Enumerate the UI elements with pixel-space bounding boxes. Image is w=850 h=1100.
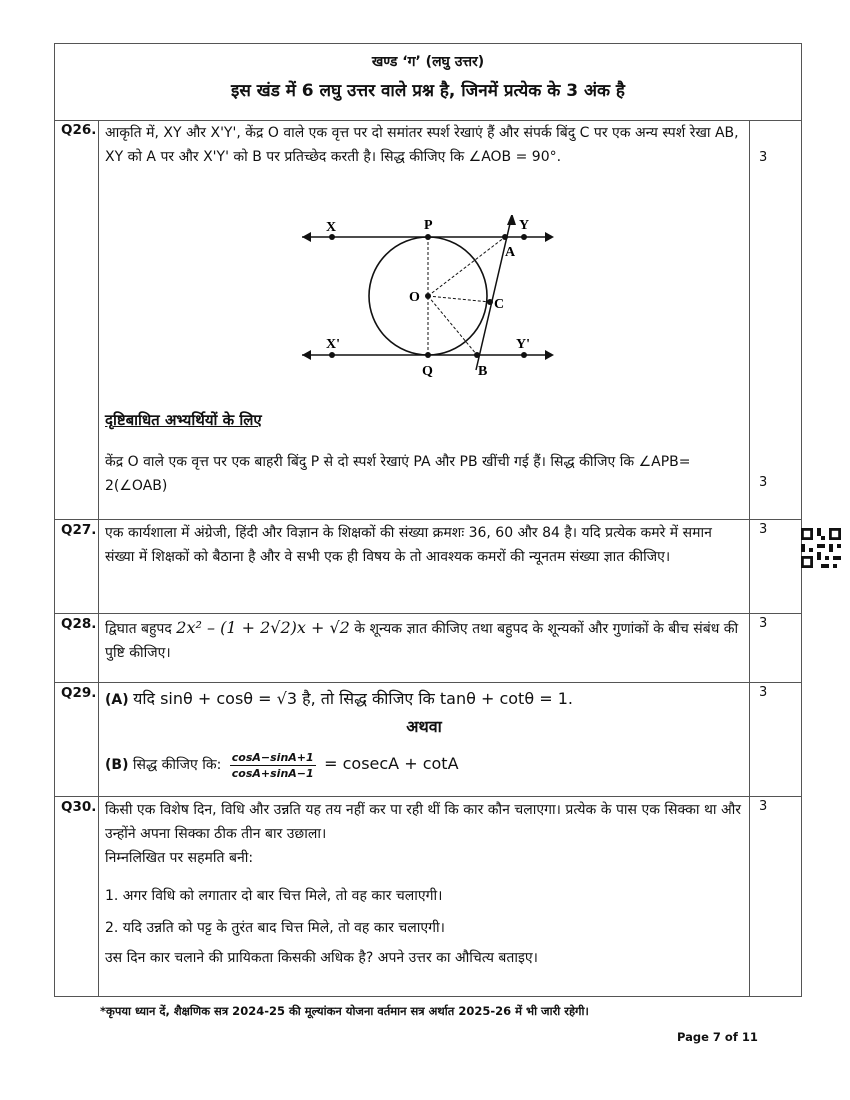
question-number: Q27. [61,522,97,538]
question-text: आकृति में, XY और X'Y', केंद्र O वाले एक वृत्त पर दो समांतर स्पर्श रेखाएं हैं और संपर्क बिंदु C पर एक अन्य स्पर्श रेखा AB, XY को A पर और X'Y' को B पर प्रतिच्छेद करती है। सिद्ध कीजिए कि ∠AOB = 90°. [105,125,739,165]
vi-question-text: केंद्र O वाले एक वृत्त पर एक बाहरी बिंदु P से दो स्पर्श रेखाएं PA और PB खींची गई हैं। सिद्ध कीजिए कि ∠APB= 2(∠OAB) [105,454,691,494]
question-number: Q29. [61,685,97,701]
footer-note: *कृपया ध्यान दें, शैक्षणिक सत्र 2024-25 की मूल्यांकन योजना वर्तमान सत्र अर्थात 2025-26 में भी जारी रहेगी। [100,1004,589,1018]
section-subtitle: इस खंड में 6 लघु उत्तर वाले प्रश्न है, जिनमें प्रत्येक के 3 अंक है [231,81,625,101]
question-row-26 [55,120,801,520]
q28-text-b: के शून्यक ज्ञात कीजिए तथा बहुपद के शून्यकों और गुणांकों के बीच संबंध की पुष्टि कीजिए। [105,621,739,661]
section-header [55,44,801,121]
option-a-text: यदि sinθ + cosθ = √3 है, तो सिद्ध कीजिए कि tanθ + cotθ = 1. [133,689,573,708]
option-a-label: (A) [105,692,129,708]
tangent-circle-figure [302,215,562,380]
label-q: Q [422,364,433,379]
question-text: एक कार्यशाला में अंग्रेजी, हिंदी और विज्ञान के शिक्षकों की संख्या क्रमशः 36, 60 और 84 है। यदि प्रत्येक कमरे में समान संख्या में शिक्षकों को बैठाना है और वे सभी एक ही विषय के तो आवश्यक कमरों की न्यूनतम संख्या ज्ञात कीजिए। [105,525,712,565]
question-marks: 3 [759,616,768,631]
label-x: X [326,220,337,235]
label-o: O [409,290,420,305]
label-y-prime: Y' [516,337,530,352]
vi-heading: दृष्टिबाधित अभ्यर्थियों के लिए [105,411,262,429]
label-p: P [424,218,433,233]
vi-marks: 3 [759,475,768,490]
label-b: B [478,364,488,379]
q28-text-a: द्विघात बहुपद [105,621,177,637]
option-b-label: (B) [105,757,129,773]
fraction-denominator: cosA+sinA−1 [231,766,314,780]
question-row-29 [55,683,801,797]
question-marks: 3 [759,799,768,814]
page-number: Page 7 of 11 [677,1030,758,1044]
q28-polynomial: 2x² – (1 + 2√2)x + √2 [176,618,350,637]
q30-paragraph-2: निम्नलिखित पर सहमति बनी: [105,850,254,866]
fraction [230,750,316,781]
question-marks: 3 [759,150,768,165]
question-number: Q30. [61,799,97,815]
q30-condition-2: 2. यदि उन्नति को पट्ट के तुरंत बाद चित्त मिले, तो वह कार चलाएगी। [105,920,445,936]
q30-paragraph-1: किसी एक विशेष दिन, विधि और उन्नति यह तय नहीं कर पा रही थीं कि कार कौन चलाएगा। प्रत्येक के पास एक सिक्का था और उन्होंने अपना सिक्का ठीक तीन बार उछाला। [105,802,742,842]
question-marks: 3 [759,685,768,700]
question-text [105,616,743,665]
fraction-numerator: cosA−sinA+1 [231,750,314,764]
section-title: खण्ड ‘ग’ (लघु उत्तर) [371,54,485,70]
question-marks: 3 [759,522,768,537]
question-row-27 [55,520,801,614]
question-table [54,43,802,997]
question-number: Q26. [61,122,97,138]
question-row-28 [55,614,801,683]
option-b-rhs: = cosecA + cotA [324,754,459,773]
qr-code-icon [801,528,841,568]
option-b-prefix: सिद्ध कीजिए कि: [132,757,222,773]
label-c: C [494,297,505,312]
label-x-prime: X' [326,337,340,352]
q30-question: उस दिन कार चलाने की प्रायिकता किसकी अधिक है? अपने उत्तर का औचित्य बताइए। [105,950,538,966]
question-number: Q28. [61,616,97,632]
q30-condition-1: 1. अगर विधि को लगातार दो बार चित्त मिले, तो वह कार चलाएगी। [105,888,443,904]
label-a: A [505,245,516,260]
question-row-30 [55,797,801,996]
or-divider: अथवा [406,717,442,736]
label-y: Y [519,218,530,233]
